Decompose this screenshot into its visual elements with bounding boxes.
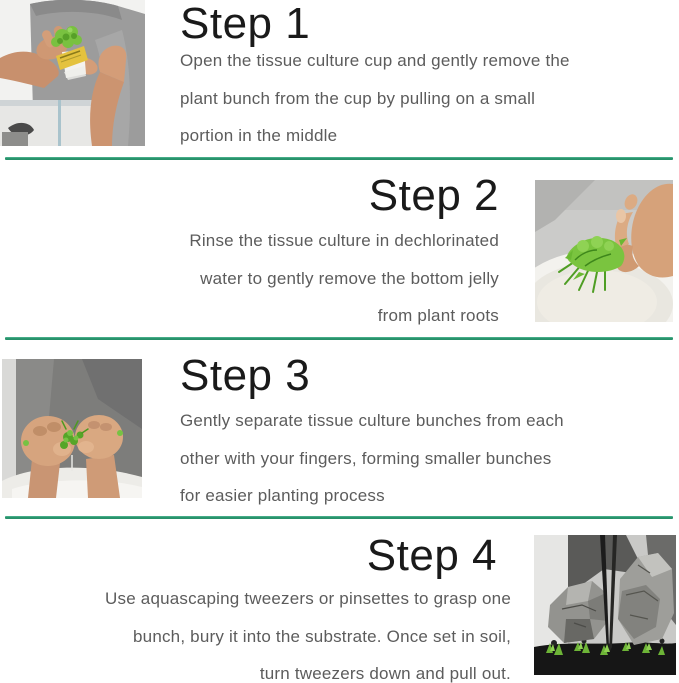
step-4-photo bbox=[534, 535, 676, 675]
step-1-photo bbox=[0, 0, 145, 146]
step-2-title: Step 2 bbox=[368, 171, 499, 220]
step-1-text-line: Open the tissue culture cup and gently remove the bbox=[180, 51, 570, 70]
step-3-text-line: Gently separate tissue culture bunches from each bbox=[180, 411, 564, 430]
step-2-description bbox=[189, 222, 499, 335]
step-3-text-line: other with your fingers, forming smaller bunches bbox=[180, 448, 552, 468]
section-divider bbox=[5, 516, 673, 519]
step-3-photo bbox=[2, 359, 142, 498]
step-3-description bbox=[180, 402, 564, 515]
step-1-title: Step 1 bbox=[180, 0, 311, 48]
step-4-description bbox=[105, 580, 511, 683]
step-4-text-line: Use aquascaping tweezers or pinsettes to grasp one bbox=[105, 589, 511, 608]
step-2-text-line: Rinse the tissue culture in dechlorinated bbox=[189, 231, 499, 250]
section-divider bbox=[5, 337, 673, 340]
step-2-photo bbox=[535, 180, 673, 322]
step-2-text-line: from plant roots bbox=[377, 306, 499, 325]
step-1-description bbox=[180, 42, 570, 155]
step-4-title: Step 4 bbox=[366, 531, 497, 580]
step-3-text-line: for easier planting process bbox=[180, 486, 385, 505]
step-1-text-line: plant bunch from the cup by pulling on a small bbox=[180, 88, 536, 108]
step-2-text-line: water to gently remove the bottom jelly bbox=[200, 268, 499, 288]
step-4-photo-illustration bbox=[534, 535, 676, 675]
step-3-title: Step 3 bbox=[180, 351, 311, 400]
section-divider bbox=[5, 157, 673, 160]
step-3-photo-illustration bbox=[2, 359, 142, 498]
step-1-photo-illustration bbox=[0, 0, 145, 146]
step-1-text-line: portion in the middle bbox=[180, 126, 338, 145]
step-4-text-line: bunch, bury it into the substrate. Once set in soil, bbox=[133, 626, 511, 646]
step-2-photo-illustration bbox=[535, 180, 673, 322]
step-4-text-line: turn tweezers down and pull out. bbox=[259, 664, 511, 683]
